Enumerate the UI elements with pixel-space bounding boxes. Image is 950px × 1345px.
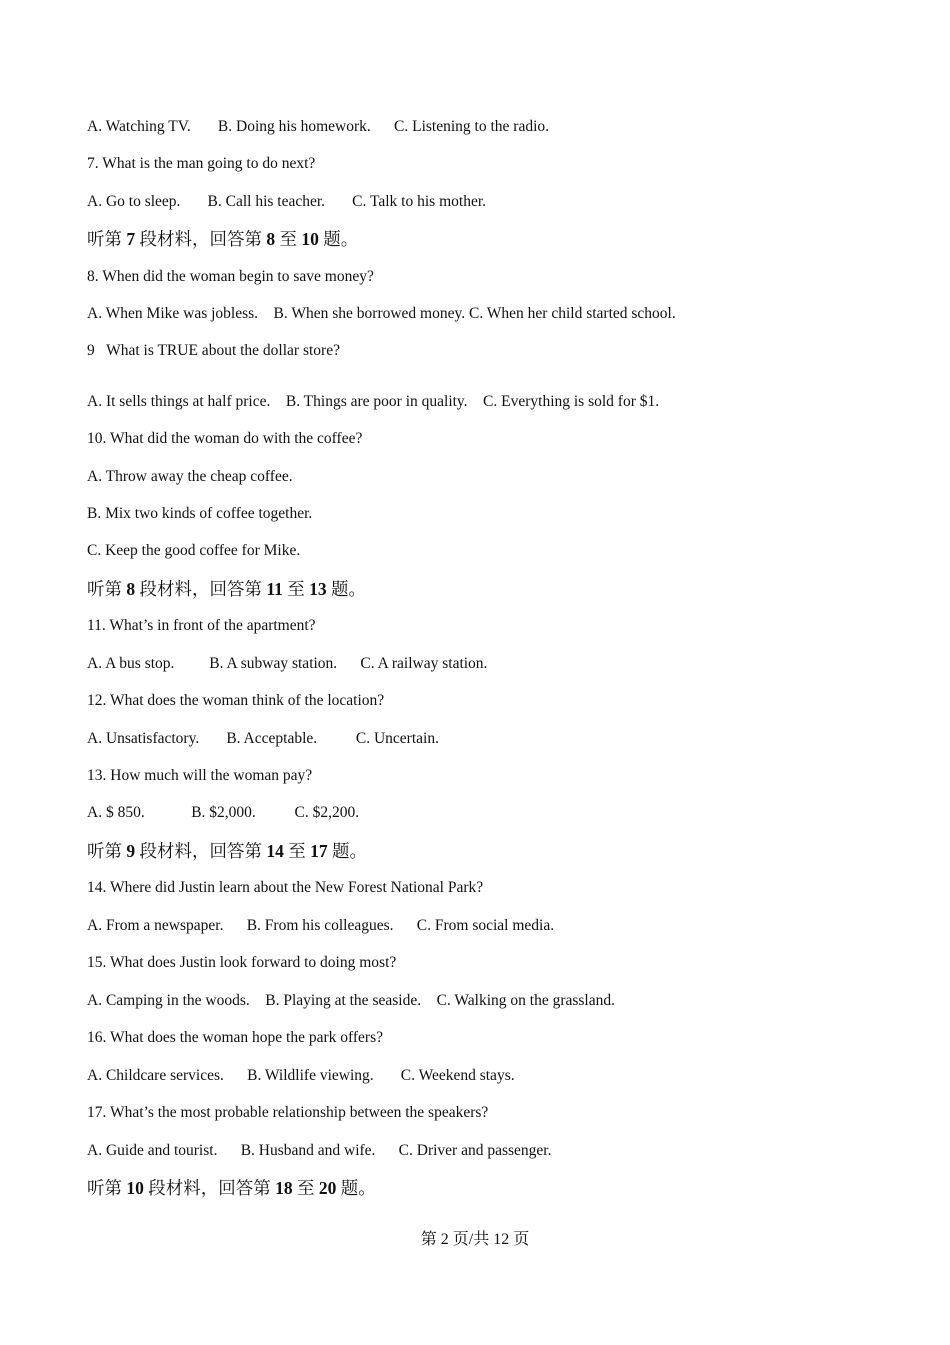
option-line-q13: A. $ 850. B. $2,000. C. $2,200. (87, 804, 360, 821)
option-line-q14: A. From a newspaper. B. From his colleagues. C. From social media. (87, 917, 555, 934)
section-heading-7: 听第 7 段材料，回答第 8 至 10 题。 (87, 229, 359, 249)
question-9: 9 What is TRUE about the dollar store? (87, 342, 340, 359)
question-15: 15. What does Justin look forward to doing most? (87, 954, 397, 971)
question-8: 8. When did the woman begin to save money? (87, 268, 374, 285)
section-heading-10: 听第 10 段材料，回答第 18 至 20 题。 (87, 1178, 376, 1198)
option-10a: A. Throw away the cheap coffee. (87, 468, 293, 485)
section-heading-8: 听第 8 段材料，回答第 11 至 13 题。 (87, 579, 367, 599)
option-line-q17: A. Guide and tourist. B. Husband and wife. C. Driver and passenger. (87, 1142, 552, 1159)
option-line-q6: A. Watching TV. B. Doing his homework. C. Listening to the radio. (87, 118, 550, 135)
option-line-q8: A. When Mike was jobless. B. When she borrowed money. C. When her child started school. (87, 305, 676, 322)
question-12: 12. What does the woman think of the location? (87, 692, 385, 709)
question-16: 16. What does the woman hope the park offers? (87, 1029, 383, 1046)
question-10: 10. What did the woman do with the coffee? (87, 430, 363, 447)
option-line-q9: A. It sells things at half price. B. Things are poor in quality. C. Everything is sold for $1. (87, 393, 660, 410)
option-line-q15: A. Camping in the woods. B. Playing at the seaside. C. Walking on the grassland. (87, 992, 615, 1009)
question-11: 11. What’s in front of the apartment? (87, 617, 316, 634)
option-line-q12: A. Unsatisfactory. B. Acceptable. C. Uncertain. (87, 730, 439, 747)
option-10c: C. Keep the good coffee for Mike. (87, 542, 301, 559)
question-13: 13. How much will the woman pay? (87, 767, 313, 784)
question-7: 7. What is the man going to do next? (87, 155, 316, 172)
page-number-footer: 第 2 页/共 12 页 (420, 1231, 530, 1248)
section-heading-9: 听第 9 段材料，回答第 14 至 17 题。 (87, 841, 367, 861)
option-10b: B. Mix two kinds of coffee together. (87, 505, 313, 522)
question-14: 14. Where did Justin learn about the New Forest National Park? (87, 879, 484, 896)
option-line-q7: A. Go to sleep. B. Call his teacher. C. Talk to his mother. (87, 193, 487, 210)
option-line-q16: A. Childcare services. B. Wildlife viewing. C. Weekend stays. (87, 1067, 515, 1084)
option-line-q11: A. A bus stop. B. A subway station. C. A railway station. (87, 655, 488, 672)
question-17: 17. What’s the most probable relationship between the speakers? (87, 1104, 489, 1121)
